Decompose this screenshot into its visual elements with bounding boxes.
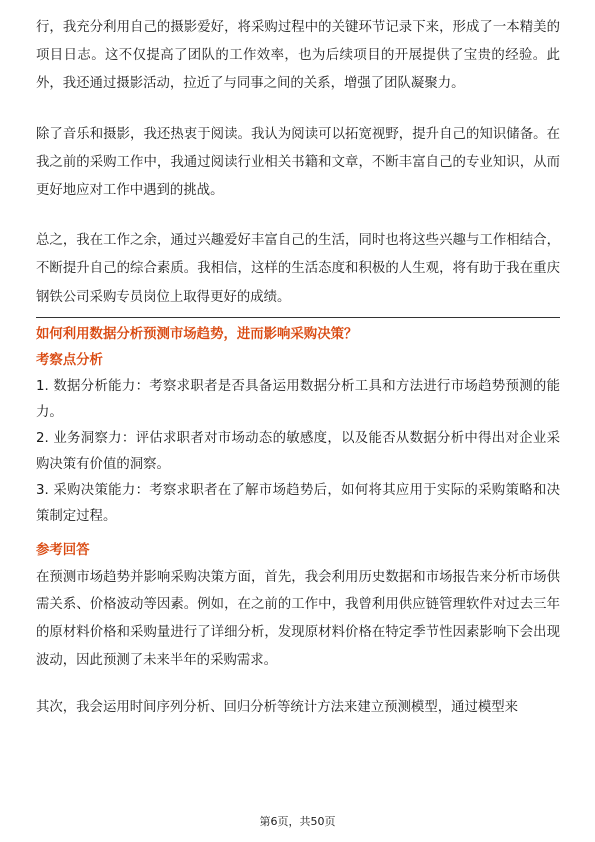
analysis-item-2	[36, 426, 560, 478]
intro-paragraph-3: 总之，我在工作之余，通过兴趣爱好丰富自己的生活，同时也将这些兴趣与工作相结合，不断提升自己的综合素质。我相信，这样的生活态度和积极的人生观，将有助于我在重庆钢铁公司采购专员岗位上取得更好的成绩。	[36, 233, 560, 305]
analysis-item-text: 采购决策能力：考察求职者在了解市场趋势后，如何将其应用于实际的采购策略和决策制定过程。	[36, 482, 560, 524]
analysis-item-number: 1.	[36, 378, 49, 394]
page-number-footer: 第6页，共50页	[259, 815, 336, 828]
answer-paragraph-1: 在预测市场趋势并影响采购决策方面，首先，我会利用历史数据和市场报告来分析市场供需关系、价格波动等因素。例如，在之前的工作中，我曾利用供应链管理软件对过去三年的原材料价格和采购量进行了详细分析，发现原材料价格在特定季节性因素影响下会出现波动，因此预测了未来半年的采购需求。	[36, 569, 560, 668]
answer-heading: 参考回答	[36, 542, 90, 558]
question-title: 如何利用数据分析预测市场趋势，进而影响采购决策？	[36, 326, 358, 342]
analysis-item-1	[36, 374, 560, 426]
intro-paragraph-1: 行，我充分利用自己的摄影爱好，将采购过程中的关键环节记录下来，形成了一本精美的项目日志。这不仅提高了团队的工作效率，也为后续项目的开展提供了宝贵的经验。此外，我还通过摄影活动，拉近了与同事之间的关系，增强了团队凝聚力。	[36, 20, 560, 92]
intro-paragraph-2: 除了音乐和摄影，我还热衷于阅读。我认为阅读可以拓宽视野，提升自己的知识储备。在我之前的采购工作中，我通过阅读行业相关书籍和文章，不断丰富自己的专业知识，从而更好地应对工作中遇到的挑战。	[36, 126, 560, 199]
section-divider	[36, 317, 560, 318]
analysis-heading: 考察点分析	[36, 352, 103, 368]
analysis-item-number: 3.	[36, 482, 49, 498]
analysis-item-text: 数据分析能力：考察求职者是否具备运用数据分析工具和方法进行市场趋势预测的能力。	[36, 378, 560, 420]
answer-paragraph-2: 其次，我会运用时间序列分析、回归分析等统计方法来建立预测模型，通过模型来	[36, 700, 519, 716]
analysis-item-3	[36, 478, 560, 530]
page-content	[36, 14, 560, 722]
analysis-item-text: 业务洞察力：评估求职者对市场动态的敏感度，以及能否从数据分析中得出对企业采购决策有价值的洞察。	[36, 430, 560, 472]
analysis-item-number: 2.	[36, 430, 49, 446]
